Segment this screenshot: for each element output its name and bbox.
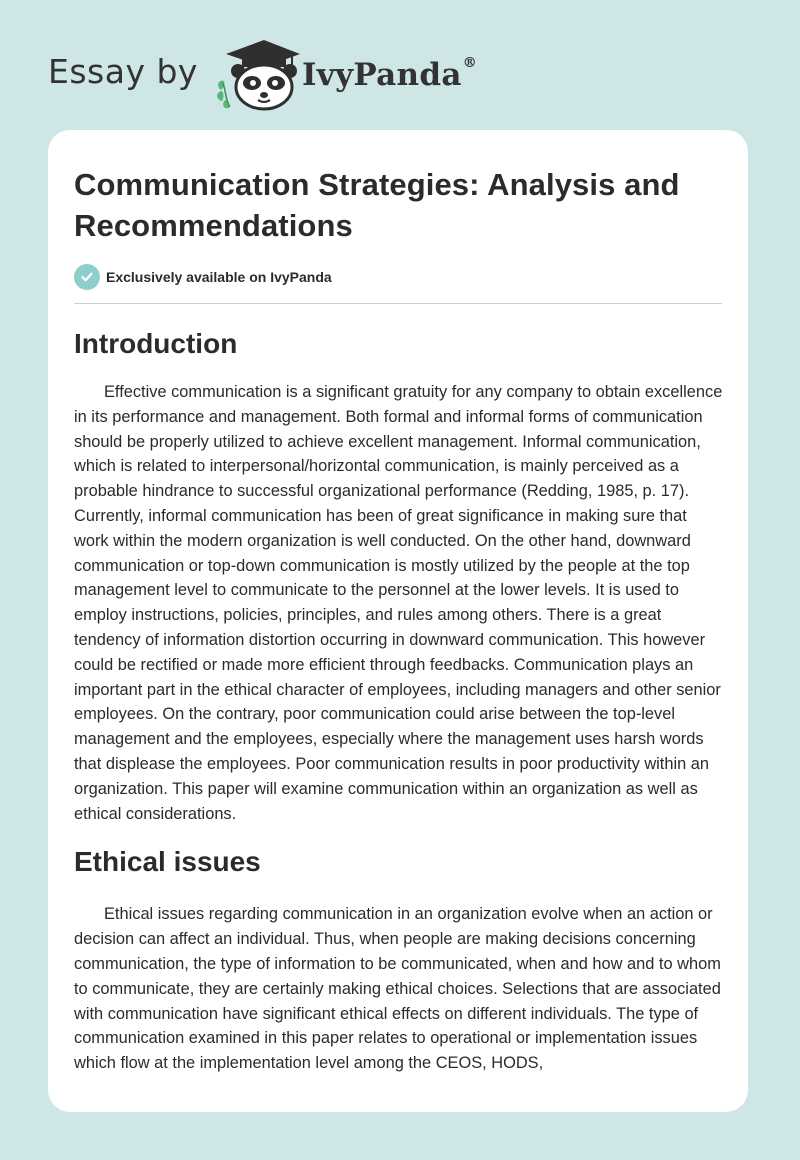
- section-paragraph: Effective communication is a significant gratuity for any company to obtain excellence in its performance and management. Both formal and informal forms of communication should be properly utilized to achieve excellent management. Informal communication, which is related to interpersonal/horizontal communication, is mainly perceived as a probable hindrance to successful organizational performance (Redding, 1985, p. 17). Currently, informal communication has been of great significance in making sure that work within the modern organization is well conducted. On the other hand, downward communication or top-down communication is mostly utilized by the people at the top management level to communicate to the personnel at the lower levels. It is used to employ instructions, policies, principles, and rules among others. There is a great tendency of information distortion occurring in downward communication. This however could be rectified or made more efficient through feedbacks. Communication plays an important part in the ethical character of employees, including managers and other senior employees. On the contrary, poor communication could arise between the top-level management and the employees, especially where the management uses harsh words that displease the employees. Poor communication results in poor productivity within an organization. This paper will examine communication within an organization as well as ethical considerations.: [74, 383, 723, 823]
- divider: [74, 303, 722, 304]
- check-circle-icon: [74, 264, 100, 290]
- essay-card: [48, 130, 748, 1112]
- exclusive-label: Exclusively available on IvyPanda: [106, 269, 332, 285]
- section-paragraph: Ethical issues regarding communication in an organization evolve when an action or decision can affect an individual. Thus, when people are making decisions concerning communication, the type of information to be communicated, when and how and to whom to communicate, they are certainly making ethical choices. Selections that are associated with communication have significant ethical effects on different individuals. The type of communication examined in this paper relates to operational or implementation issues which flow at the implementation level among the CEOS, HODS,: [74, 905, 721, 1073]
- section-heading: Ethical issues: [74, 846, 261, 878]
- section-ethical-issues: [74, 844, 722, 1076]
- brand-header[interactable]: [48, 34, 477, 114]
- section-introduction: [74, 326, 722, 826]
- brand-name: [302, 57, 477, 93]
- page-title: Communication Strategies: Analysis and Recommendations: [74, 167, 680, 243]
- brand-prefix: Essay by: [48, 51, 198, 91]
- panda-graduate-icon: [212, 37, 302, 111]
- brand-name-text: IvyPanda: [301, 57, 462, 93]
- section-heading: Introduction: [74, 328, 238, 359]
- exclusive-badge: [74, 264, 722, 290]
- registered-mark: ®: [462, 55, 478, 71]
